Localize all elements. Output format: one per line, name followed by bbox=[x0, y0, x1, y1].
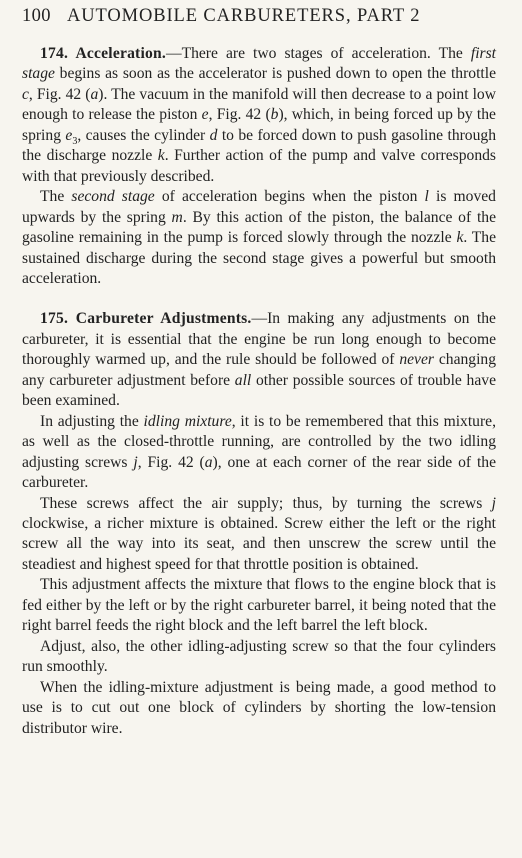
section-175-paragraph-4 bbox=[22, 575, 496, 636]
text-run: clockwise, a richer mixture is obtained. Screw either the left or the right screw all the way into its seat, and then unscrew the screw until the steadiest and highest speed for that throttle position is obtained. bbox=[22, 514, 496, 573]
italic-symbol: l bbox=[424, 188, 429, 206]
italic-symbol: j bbox=[133, 453, 138, 471]
italic-term: second stage bbox=[71, 188, 155, 206]
italic-symbol: e bbox=[201, 106, 209, 124]
text-run: , Fig. 42 ( bbox=[137, 453, 205, 471]
text-run: to be forced down to push gasoline through the discharge nozzle bbox=[22, 126, 496, 165]
section-175-heading: 175. Carbureter Adjustments. bbox=[40, 310, 252, 328]
text-run: ), one at each corner of the rear side of the carbureter. bbox=[22, 453, 497, 492]
text-run: —In making any adjustments on the carbureter, it is essential that the engine be run long enough to become thoroughly warmed up, and the rule should be followed of bbox=[22, 310, 496, 369]
text-run: changing any carbureter adjustment before bbox=[22, 351, 497, 389]
text-run: ), which, in being forced up by the spring bbox=[22, 106, 496, 144]
subscript: 3 bbox=[72, 135, 78, 147]
italic-symbol: d bbox=[209, 126, 218, 144]
section-174-paragraph-2 bbox=[22, 187, 496, 289]
text-run: , it is to be remembered that this mixture, as well as the closed-throttle running, are controlled by the two idling adjusting screws bbox=[22, 412, 496, 471]
text-run: . By this action of the piston, the balance of the gasoline remaining in the pump is forced slowly through the nozzle bbox=[22, 208, 496, 247]
section-175-paragraph-2 bbox=[22, 412, 496, 494]
text-run: . Further action of the pump and valve corresponds with that previously described. bbox=[22, 147, 496, 185]
italic-symbol: j bbox=[491, 494, 496, 512]
text-run: These screws affect the air supply; thus, by turning the screws bbox=[40, 494, 492, 512]
italic-term: never bbox=[399, 351, 434, 369]
text-run: , Fig. 42 ( bbox=[208, 106, 271, 124]
italic-term: first stage bbox=[22, 45, 497, 83]
text-run: . The sustained discharge during the second stage gives a powerful but smooth acceleration. bbox=[22, 229, 496, 287]
text-run: —There are two stages of acceleration. The bbox=[165, 45, 471, 62]
text-run: other possible sources of trouble have been examined. bbox=[22, 371, 496, 410]
italic-symbol: c bbox=[22, 85, 29, 103]
section-175-paragraph-3 bbox=[22, 494, 496, 576]
italic-symbol: a bbox=[204, 453, 213, 471]
section-174-acceleration bbox=[22, 44, 496, 289]
text-run: , Fig. 42 ( bbox=[28, 85, 91, 103]
running-header bbox=[22, 6, 496, 34]
section-175-paragraph-6 bbox=[22, 678, 496, 739]
section-175-paragraph-1 bbox=[22, 309, 496, 411]
text-run: is moved upwards by the spring bbox=[22, 188, 496, 226]
page-number: 100 bbox=[22, 6, 51, 26]
italic-symbol: k bbox=[456, 229, 464, 247]
running-title: AUTOMOBILE CARBURETERS, PART 2 bbox=[66, 6, 421, 26]
italic-term: idling mixture bbox=[143, 412, 232, 430]
italic-symbol: a bbox=[90, 85, 99, 103]
text-run: The bbox=[40, 188, 72, 206]
italic-symbol: m bbox=[171, 208, 183, 226]
italic-symbol: e bbox=[65, 126, 73, 144]
italic-symbol: k bbox=[157, 147, 165, 165]
section-174-paragraph-1 bbox=[22, 44, 496, 187]
section-174-heading: 174. Acceleration. bbox=[40, 45, 166, 62]
text-run: Adjust, also, the other idling-adjusting screw so that the four cylinders run smoothly. bbox=[22, 637, 496, 676]
text-run: begins as soon as the accelerator is pushed down to open the throttle bbox=[54, 65, 496, 83]
section-175-carbureter-adjustments bbox=[22, 309, 496, 739]
text-run: of acceleration begins when the piston bbox=[154, 188, 425, 206]
text-run: When the idling-mixture adjustment is being made, a good method to use is to cut out one block of cylinders by shorting the low-tension distributor wire. bbox=[22, 678, 496, 737]
section-175-paragraph-5 bbox=[22, 637, 496, 678]
text-run: ). The vacuum in the manifold will then decrease to a point low enough to release the piston bbox=[22, 85, 496, 124]
italic-symbol: b bbox=[270, 106, 279, 124]
italic-term: all bbox=[234, 371, 252, 389]
text-run: , causes the cylinder bbox=[77, 126, 210, 144]
text-run: This adjustment affects the mixture that flows to the engine block that is fed either by the left or by the right carbureter barrel, it being noted that the right barrel feeds the right block and the left barrel the left block. bbox=[22, 576, 496, 635]
text-run: In adjusting the bbox=[40, 412, 144, 430]
